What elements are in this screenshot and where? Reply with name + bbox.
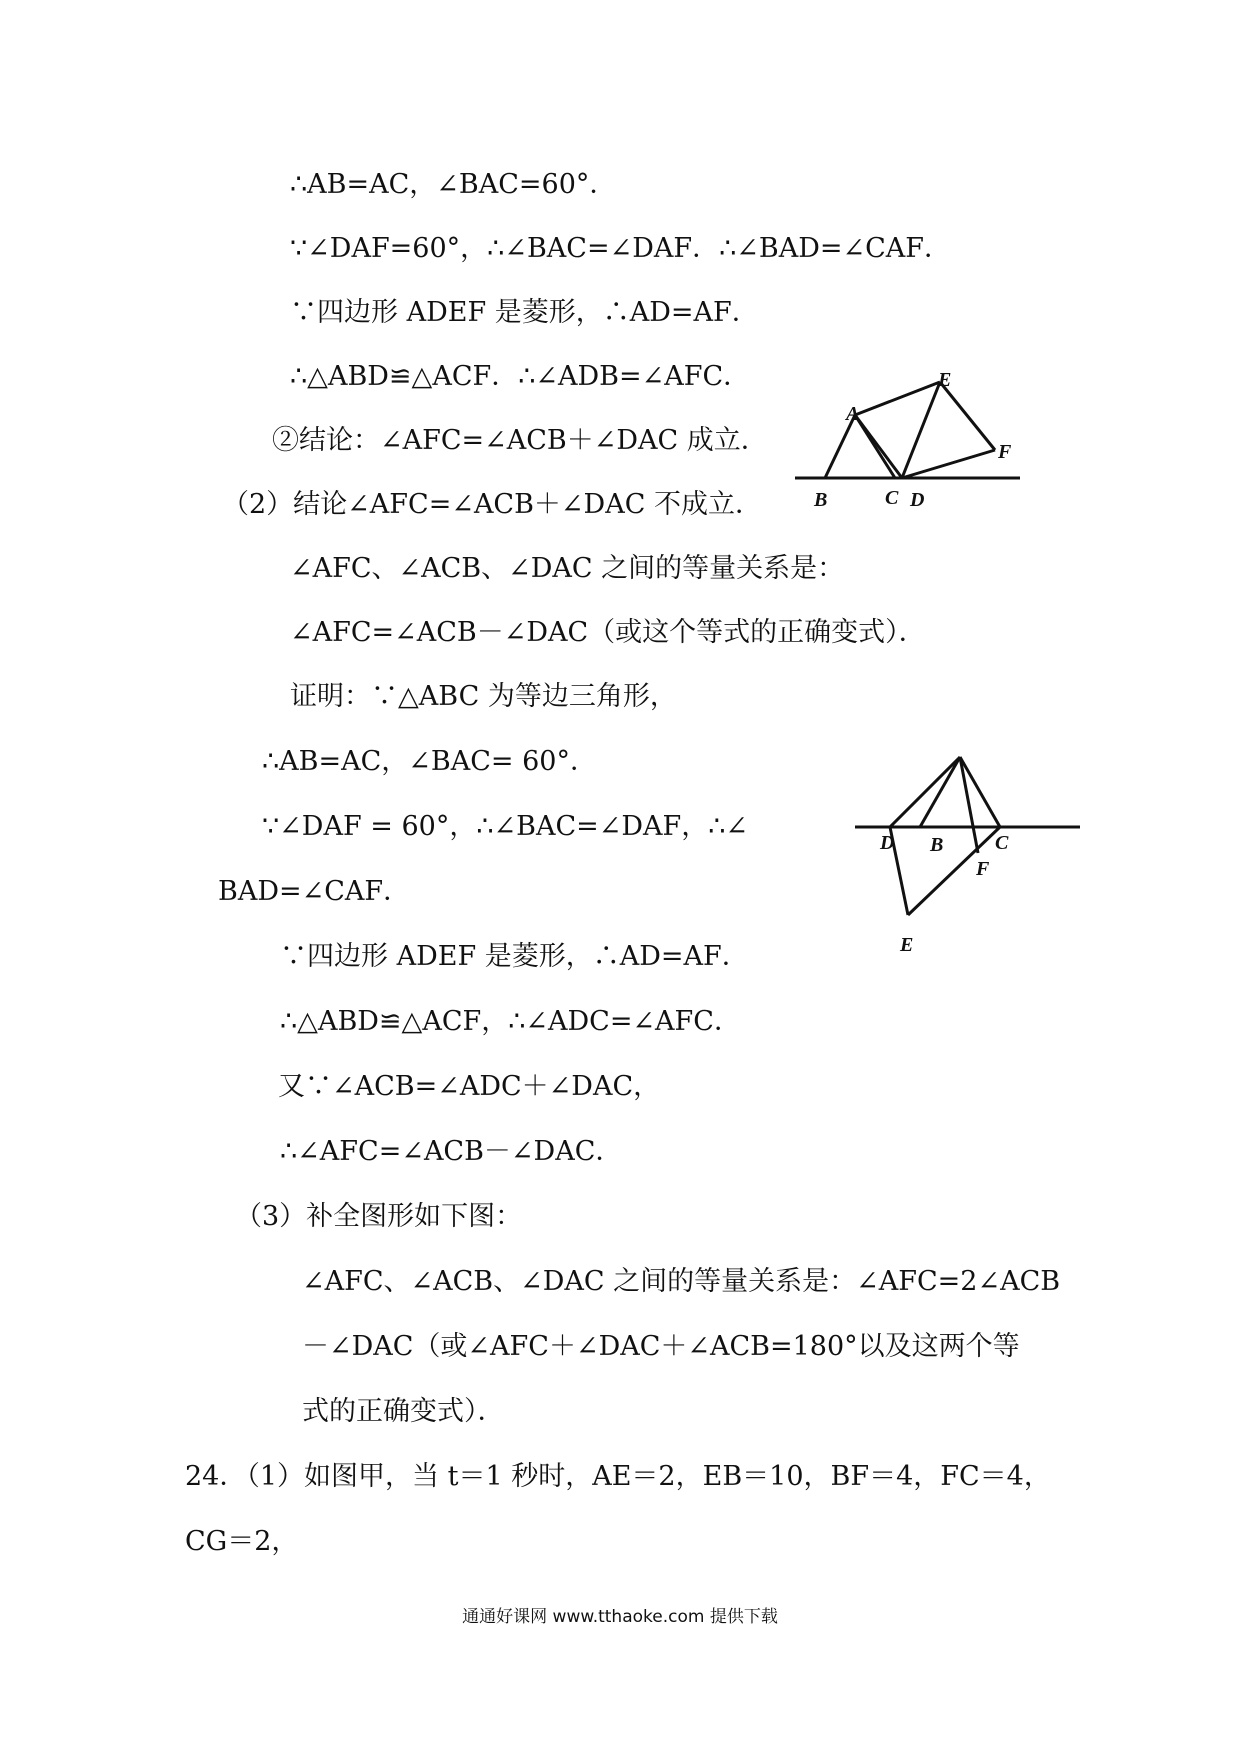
- text-line-9: 证明：∵△ABC 为等边三角形，: [290, 681, 677, 712]
- text-line-19: －∠DAC（或∠AFC＋∠DAC＋∠ACB=180°以及这两个等: [302, 1331, 1020, 1362]
- text-line-3: ∵四边形 ADEF 是菱形，∴AD=AF．: [290, 297, 759, 328]
- text-line-22: CG＝2，: [185, 1526, 299, 1557]
- text-line-18: ∠AFC、∠ACB、∠DAC 之间的等量关系是：∠AFC=2∠ACB: [302, 1266, 1061, 1297]
- fig1-label-a: A: [846, 403, 860, 425]
- footer-credit: 通通好课网 www.tthaoke.com 提供下载: [462, 1607, 778, 1627]
- text-line-17: （3）补全图形如下图：: [235, 1201, 523, 1232]
- text-line-16: ∴∠AFC=∠ACB－∠DAC．: [280, 1136, 623, 1167]
- figure-2-rhombus-diagram: [850, 745, 1090, 960]
- text-line-10: ∴AB=AC，∠BAC= 60°．: [262, 746, 597, 777]
- text-line-11: ∵∠DAF = 60°，∴∠BAC=∠DAF，∴∠: [262, 811, 749, 842]
- text-line-12: BAD=∠CAF．: [218, 876, 411, 907]
- text-line-4: ∴△ABD≌△ACF．∴∠ADB=∠AFC．: [290, 361, 751, 392]
- fig1-label-b: B: [814, 489, 828, 511]
- fig1-label-e: E: [938, 369, 952, 391]
- fig1-label-c: C: [885, 487, 899, 509]
- fig2-label-d: D: [880, 832, 895, 854]
- fig2-label-b: B: [930, 834, 944, 856]
- text-line-13: ∵四边形 ADEF 是菱形，∴AD=AF．: [280, 941, 749, 972]
- text-line-8: ∠AFC=∠ACB－∠DAC（或这个等式的正确变式）．: [290, 617, 926, 648]
- text-line-1: ∴AB=AC，∠BAC=60°．: [290, 169, 617, 200]
- fig2-label-c: C: [995, 832, 1009, 854]
- fig2-label-e: E: [900, 934, 914, 956]
- fig1-label-f: F: [998, 441, 1012, 463]
- text-line-20: 式的正确变式）．: [302, 1396, 505, 1427]
- text-line-7: ∠AFC、∠ACB、∠DAC 之间的等量关系是：: [290, 553, 845, 584]
- text-line-6: （2）结论∠AFC=∠ACB＋∠DAC 不成立．: [222, 489, 762, 520]
- fig2-label-f: F: [976, 858, 990, 880]
- text-line-15: 又∵∠ACB=∠ADC＋∠DAC，: [278, 1071, 661, 1102]
- text-line-5: ②结论：∠AFC=∠ACB＋∠DAC 成立．: [272, 425, 768, 456]
- fig1-label-d: D: [910, 489, 925, 511]
- figure-1-rhombus-diagram: [790, 370, 1030, 510]
- text-line-2: ∵∠DAF=60°，∴∠BAC=∠DAF．∴∠BAD=∠CAF．: [290, 233, 952, 264]
- text-line-14: ∴△ABD≌△ACF，∴∠ADC=∠AFC．: [280, 1006, 741, 1037]
- text-line-21: 24．（1）如图甲，当 t＝1 秒时，AE＝2，EB＝10，BF＝4，FC＝4，: [185, 1461, 1051, 1492]
